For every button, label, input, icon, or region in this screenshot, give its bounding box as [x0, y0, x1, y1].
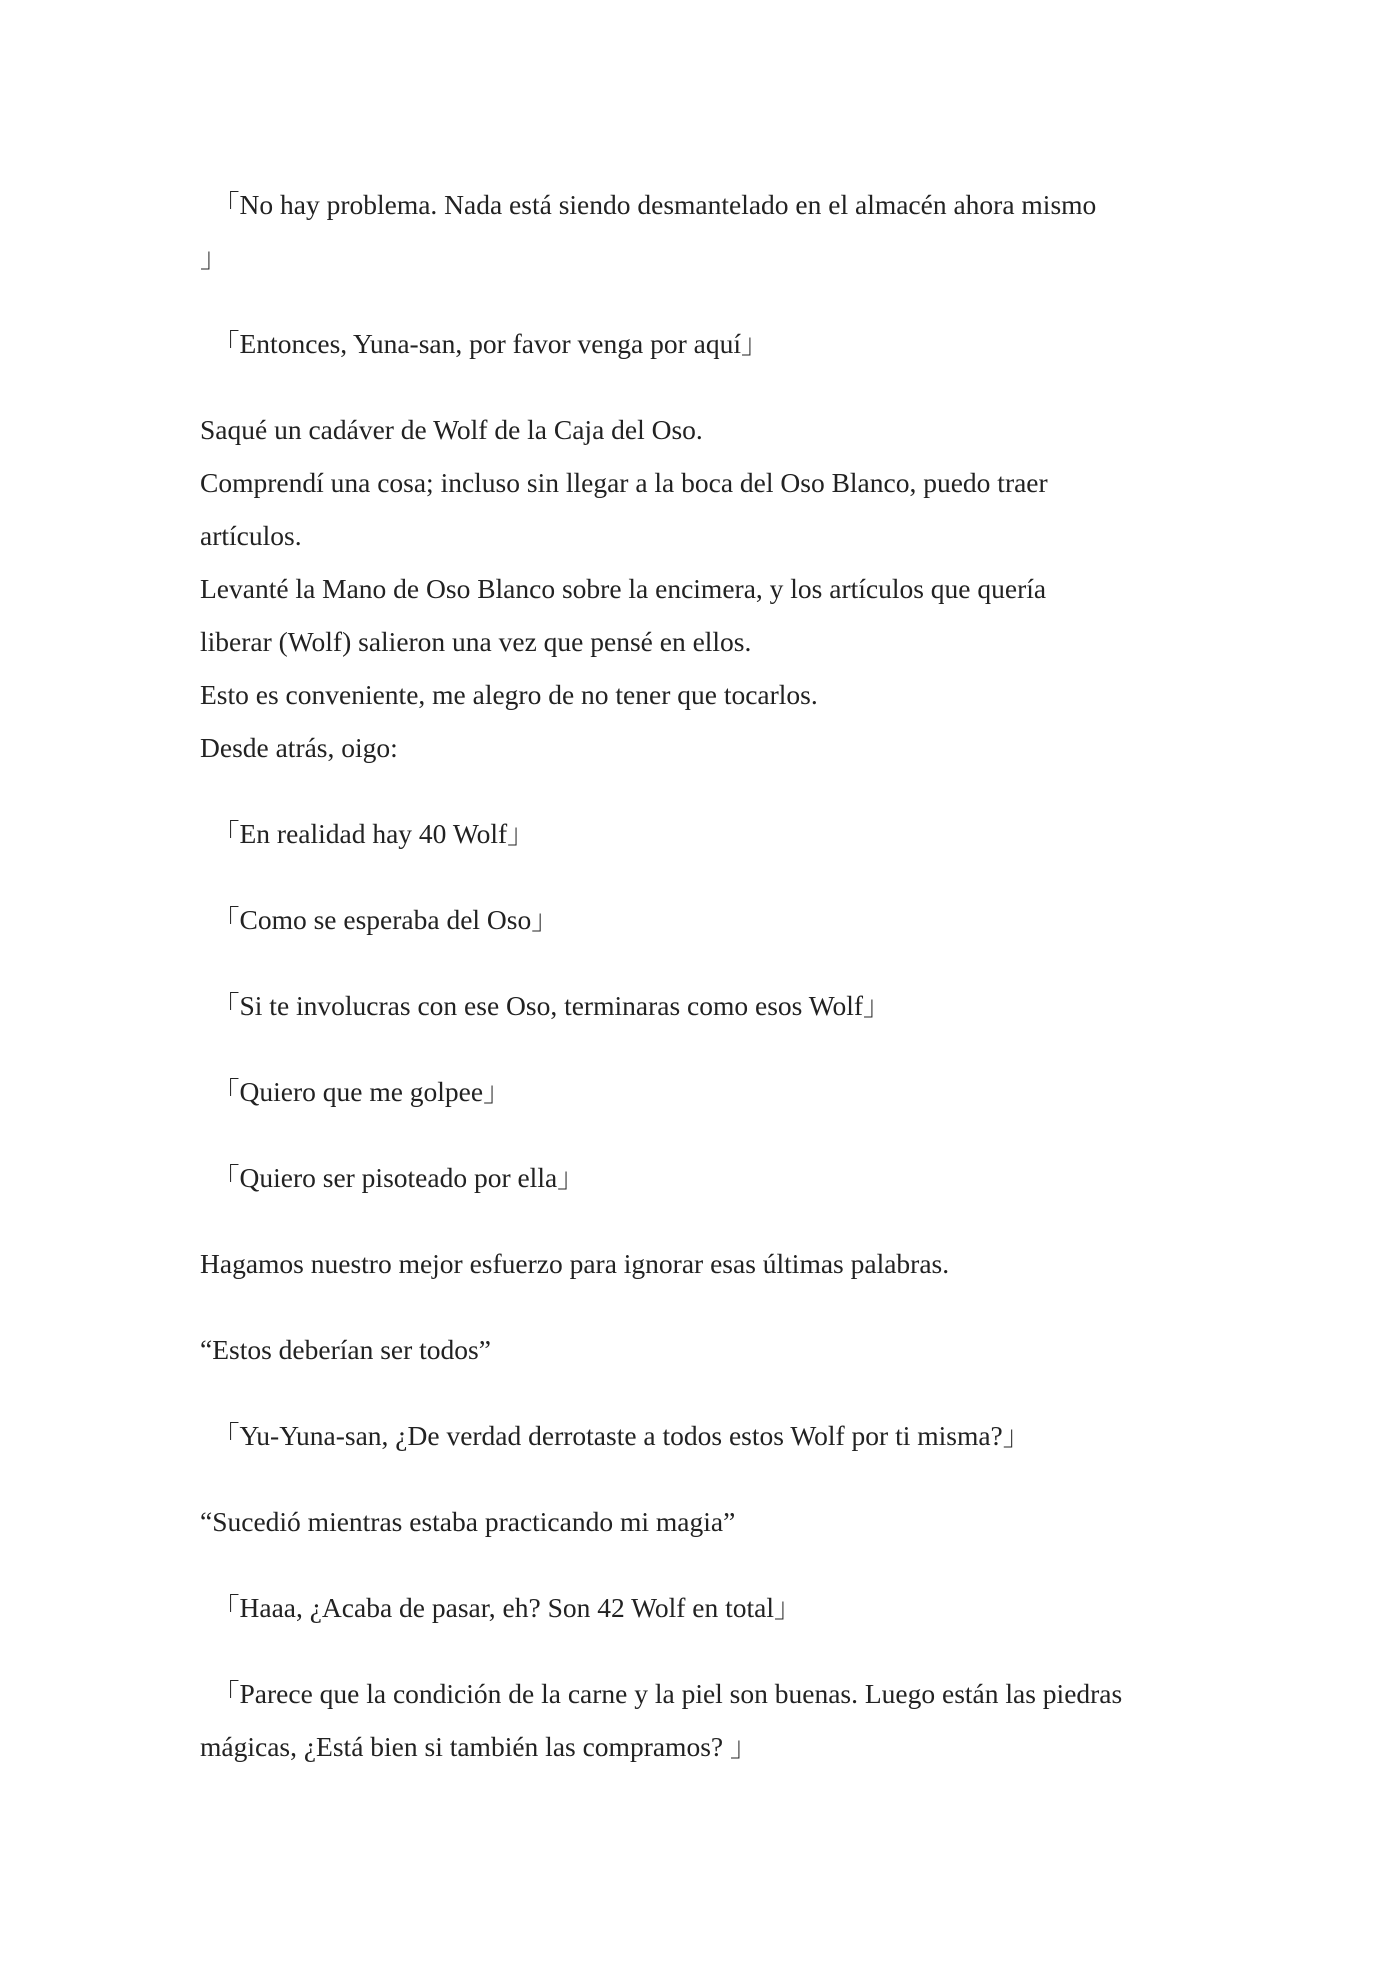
narration-line: Saqué un cadáver de Wolf de la Caja del Oso.: [200, 414, 703, 445]
paragraph-gap: [200, 774, 1200, 807]
dialogue-line-continuation: 」: [200, 242, 228, 273]
document-page: [200, 178, 1200, 1773]
dialogue-line: 「Como se esperaba del Oso」: [212, 904, 559, 935]
paragraph-gap: [200, 1548, 1200, 1581]
paragraph-gap: [200, 1462, 1200, 1495]
dialogue-line: 「No hay problema. Nada está siendo desmantelado en el almacén ahora mismo: [212, 189, 1097, 220]
speech-line: “Estos deberían ser todos”: [200, 1334, 491, 1365]
dialogue-line: 「Parece que la condición de la carne y la piel son buenas. Luego están las piedras: [212, 1678, 1123, 1709]
speech-line: “Sucedió mientras estaba practicando mi magia”: [200, 1506, 736, 1537]
dialogue-line: 「Haaa, ¿Acaba de pasar, eh? Son 42 Wolf en total」: [212, 1592, 802, 1623]
paragraph-gap: [200, 1118, 1200, 1151]
dialogue-line: 「En realidad hay 40 Wolf」: [212, 818, 535, 849]
dialogue-line: 「Quiero ser pisoteado por ella」: [212, 1162, 585, 1193]
narration-line: Desde atrás, oigo:: [200, 732, 398, 763]
paragraph-gap: [200, 1032, 1200, 1065]
paragraph-gap: [200, 946, 1200, 979]
dialogue-line: 「Yu-Yuna-san, ¿De verdad derrotaste a todos estos Wolf por ti misma?」: [212, 1420, 1031, 1451]
paragraph-gap: [200, 370, 1200, 403]
paragraph-gap: [200, 1204, 1200, 1237]
narration-line: Esto es conveniente, me alegro de no tener que tocarlos.: [200, 679, 818, 710]
dialogue-line-continuation: mágicas, ¿Está bien si también las compramos? 」: [200, 1731, 758, 1762]
paragraph-gap: [200, 1634, 1200, 1667]
narration-line: liberar (Wolf) salieron una vez que pensé en ellos.: [200, 626, 752, 657]
dialogue-line: 「Entonces, Yuna-san, por favor venga por aquí」: [212, 328, 769, 359]
dialogue-line: 「Quiero que me golpee」: [212, 1076, 511, 1107]
paragraph-gap: [200, 1290, 1200, 1323]
narration-line: Hagamos nuestro mejor esfuerzo para ignorar esas últimas palabras.: [200, 1248, 950, 1279]
paragraph-gap: [200, 860, 1200, 893]
narration-line: artículos.: [200, 520, 302, 551]
narration-line: Levanté la Mano de Oso Blanco sobre la encimera, y los artículos que quería: [200, 573, 1047, 604]
narration-line: Comprendí una cosa; incluso sin llegar a la boca del Oso Blanco, puedo traer: [200, 467, 1048, 498]
dialogue-line: 「Si te involucras con ese Oso, terminaras como esos Wolf」: [212, 990, 891, 1021]
paragraph-gap: [200, 1376, 1200, 1409]
paragraph-gap: [200, 284, 1200, 317]
